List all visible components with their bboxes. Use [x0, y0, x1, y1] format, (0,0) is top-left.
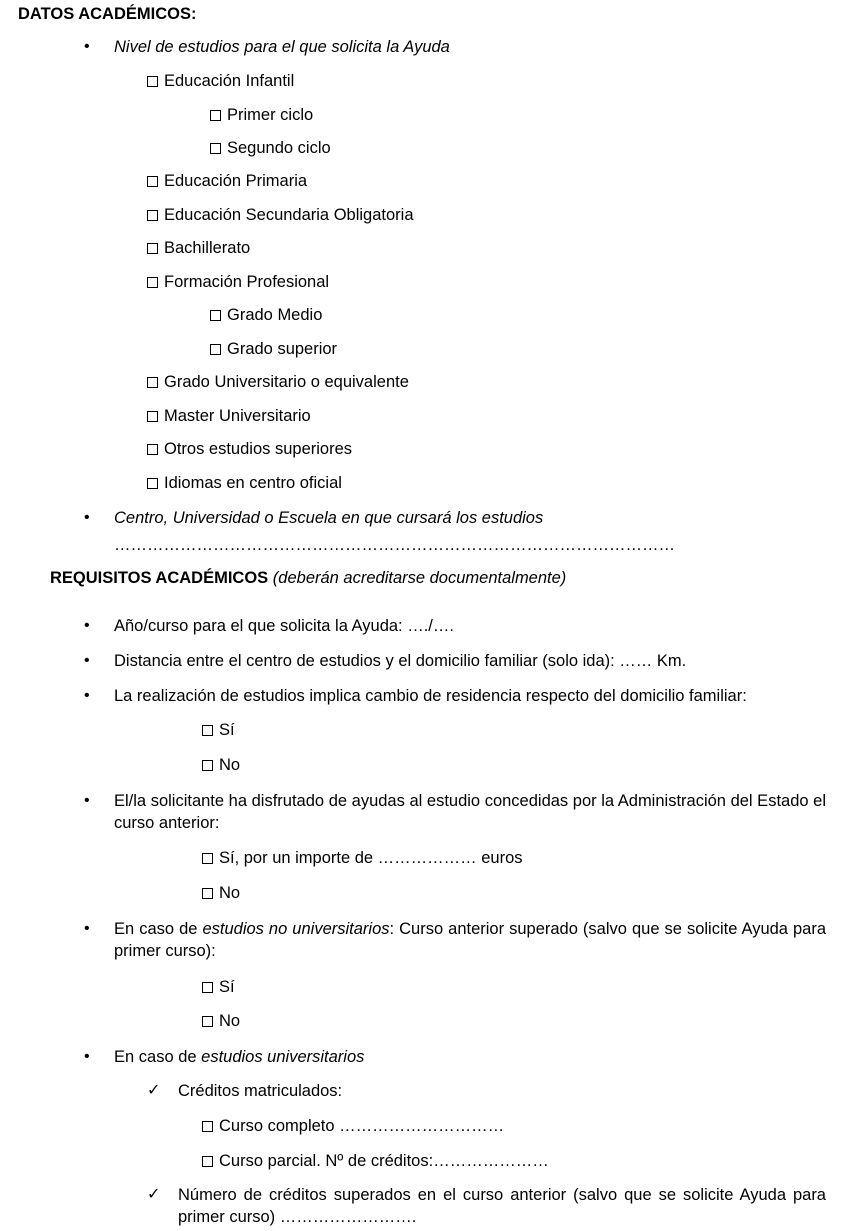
option-residencia-si[interactable]: Sí	[202, 720, 235, 740]
option-residencia-no[interactable]: No	[202, 755, 240, 775]
checkbox[interactable]	[202, 725, 213, 736]
option-grado-superior[interactable]: Grado superior	[210, 339, 337, 359]
option-primer-ciclo[interactable]: Primer ciclo	[210, 105, 313, 125]
checkbox[interactable]	[202, 888, 213, 899]
checkbox[interactable]	[202, 853, 213, 864]
option-eso[interactable]: Educación Secundaria Obligatoria	[147, 205, 414, 225]
no-universitarios-label: En caso de estudios no universitarios: Curso anterior superado (salvo que se solicite Ayuda para primer curso):	[114, 920, 827, 960]
option-curso-parcial[interactable]: Curso parcial. Nº de créditos:…………………	[202, 1151, 549, 1171]
checkbox[interactable]	[202, 1156, 213, 1167]
option-fp[interactable]: Formación Profesional	[147, 272, 329, 292]
checkbox[interactable]	[202, 982, 213, 993]
bullet-icon: •	[84, 1048, 90, 1065]
section-title-datos: DATOS ACADÉMICOS:	[18, 5, 197, 23]
checkbox[interactable]	[210, 143, 221, 154]
option-ayuda-si[interactable]: Sí, por un importe de ……………… euros	[202, 848, 523, 868]
option-superado-no[interactable]: No	[202, 1011, 240, 1031]
checkbox[interactable]	[147, 210, 158, 221]
bullet-icon: •	[84, 687, 90, 704]
option-master[interactable]: Master Universitario	[147, 406, 311, 426]
checkbox[interactable]	[210, 310, 221, 321]
ayudas-anteriores-label: El/la solicitante ha disfrutado de ayudas al estudio concedidas por la Administración del Estado el curso anterior:	[114, 792, 826, 832]
bullet-icon: •	[84, 652, 90, 669]
checkbox[interactable]	[147, 277, 158, 288]
anio-curso-field[interactable]: Año/curso para el que solicita la Ayuda: …./….	[114, 617, 454, 635]
option-primaria[interactable]: Educación Primaria	[147, 171, 307, 191]
bullet-icon: •	[84, 617, 90, 634]
universitarios-label: En caso de estudios universitarios	[114, 1048, 365, 1066]
checkbox[interactable]	[147, 478, 158, 489]
checkbox[interactable]	[202, 1121, 213, 1132]
distancia-field[interactable]: Distancia entre el centro de estudios y el domicilio familiar (solo ida): …… Km.	[114, 652, 687, 670]
checkbox[interactable]	[147, 444, 158, 455]
creditos-superados-field[interactable]: Número de créditos superados en el curso anterior (salvo que se solicite Ayuda para primer curso) …………………….	[178, 1186, 826, 1226]
option-curso-completo[interactable]: Curso completo …………………………	[202, 1116, 504, 1136]
checkbox[interactable]	[147, 377, 158, 388]
nivel-label: Nivel de estudios para el que solicita la Ayuda	[114, 38, 450, 56]
checkmark-icon: ✓	[147, 1082, 161, 1099]
checkbox[interactable]	[202, 760, 213, 771]
checkbox[interactable]	[147, 243, 158, 254]
checkbox[interactable]	[210, 110, 221, 121]
option-segundo-ciclo[interactable]: Segundo ciclo	[210, 138, 331, 158]
bullet-icon: •	[84, 38, 90, 55]
option-superado-si[interactable]: Sí	[202, 977, 235, 997]
section-title-requisitos: REQUISITOS ACADÉMICOS (deberán acreditarse documentalmente)	[50, 569, 567, 587]
centro-label: Centro, Universidad o Escuela en que cursará los estudios	[114, 509, 544, 527]
checkbox[interactable]	[210, 344, 221, 355]
checkbox[interactable]	[147, 176, 158, 187]
option-ayuda-no[interactable]: No	[202, 883, 240, 903]
cambio-residencia-label: La realización de estudios implica cambio de residencia respecto del domicilio familiar:	[114, 687, 747, 705]
bullet-icon: •	[84, 509, 90, 526]
option-infantil[interactable]: Educación Infantil	[147, 71, 294, 91]
option-otros[interactable]: Otros estudios superiores	[147, 439, 352, 459]
checkbox[interactable]	[147, 411, 158, 422]
creditos-matriculados-label: Créditos matriculados:	[178, 1082, 343, 1100]
bullet-icon: •	[84, 920, 90, 937]
option-grado-univ[interactable]: Grado Universitario o equivalente	[147, 372, 409, 392]
checkmark-icon: ✓	[147, 1186, 161, 1203]
checkbox[interactable]	[147, 76, 158, 87]
checkbox[interactable]	[202, 1016, 213, 1027]
centro-field[interactable]: …………………………………………………………………………………………	[114, 536, 675, 554]
option-grado-medio[interactable]: Grado Medio	[210, 305, 322, 325]
option-idiomas[interactable]: Idiomas en centro oficial	[147, 473, 342, 493]
bullet-icon: •	[84, 792, 90, 809]
option-bachillerato[interactable]: Bachillerato	[147, 238, 250, 258]
